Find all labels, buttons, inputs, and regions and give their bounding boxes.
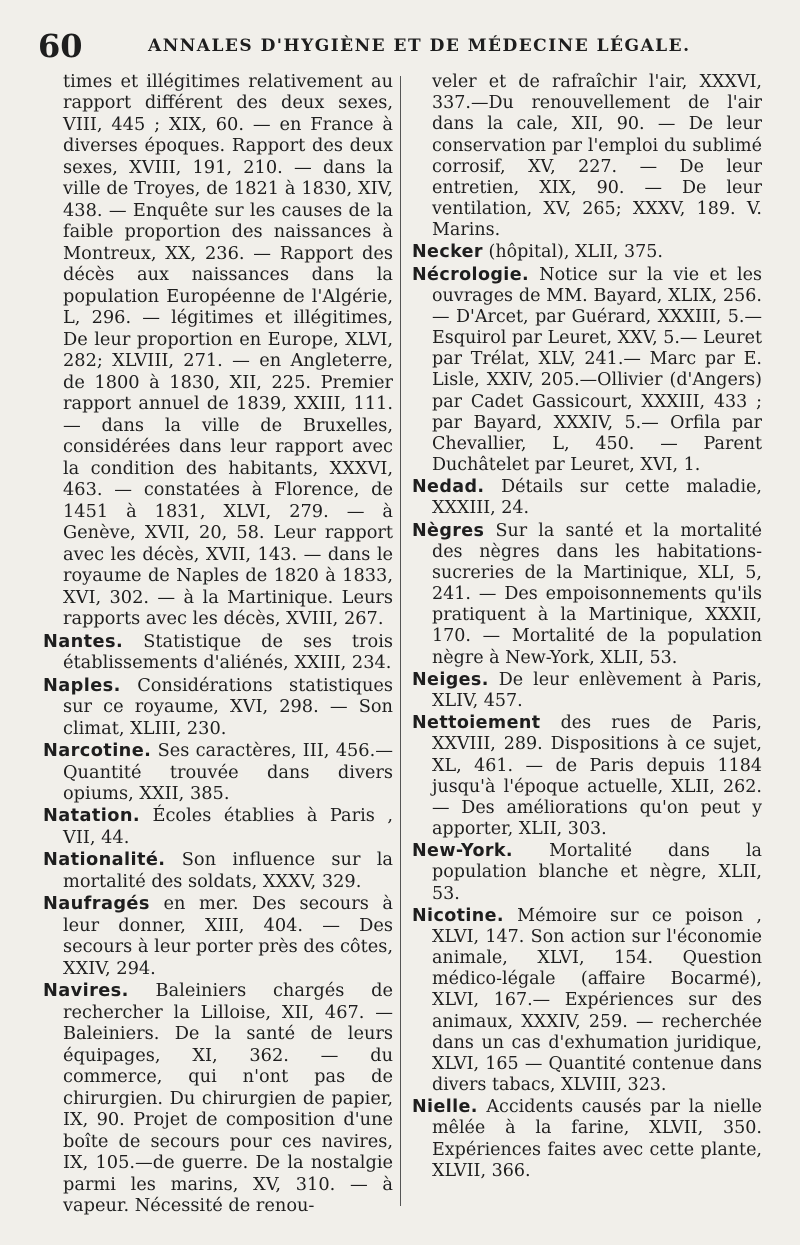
page-number: 60 <box>38 27 83 65</box>
entry-text: De leur enlèvement à Paris, XLIV, 457. <box>432 669 762 711</box>
entry-text: Sur la santé et la mortalité des nègres dans les habitations-sucreries de la Martinique, XLI, 5, 241. — Des empoisonnements qu'ils pratiquent à la Martinique, XXXII, 170. — Mortalité de la population nègre à New-York, XLII, 53. <box>432 520 762 668</box>
entry-text: veler et de rafraîchir l'air, XXXVI, 337.—Du renouvellement de l'air dans la cale, XII, 90. — De leur conservation par l'emploi du sublimé corrosif, XV, 227. — De leur entretien, XIX, 90. — De leur ventilation, XV, 265; XXXV, 189. V. Marins. <box>432 72 762 241</box>
index-entry <box>412 1097 762 1182</box>
index-entry <box>43 850 393 893</box>
right-column <box>412 72 762 1183</box>
index-entry <box>412 72 762 241</box>
entry-headword: Naufragés <box>43 894 150 915</box>
entry-headword: Narcotine. <box>43 741 152 762</box>
entry-text: Écoles établies à Paris , VII, 44. <box>63 806 393 848</box>
index-entry <box>412 670 762 712</box>
left-column <box>43 72 393 1219</box>
entry-text: (hôpital), XLII, 375. <box>488 242 663 263</box>
entry-headword: Nantes. <box>43 631 124 652</box>
entry-text: times et illégitimes relativement au rapport différent des deux sexes, VIII, 445 ; XIX, 60. — en France à diverses époques. Rapport des deux sexes, XVIII, 191, 210. — dans la ville de Troyes, de 1821 à 1830, XIV, 438. — Enquête sur les causes de la faible proportion des naissances à Montreux, XX, 236. — Rapport des décès aux naissances dans la population Européenne de l'Algérie, L, 296. — légitimes et illégitimes, De leur proportion en Europe, XLVI, 282; XLVIII, 271. — en Angleterre, de 1800 à 1830, XII, 225. Premier rapport annuel de 1839, XXIII, 111. — dans la ville de Bruxelles, considérées dans leur rapport avec la condition des habitants, XXXVI, 463. — constatées à Florence, de 1451 à 1831, XLVI, 279. — à Genève, XVII, 20, 58. Leur rapport avec les décès, XVII, 143. — dans le royaume de Naples de 1820 à 1833, XVI, 302. — à la Martinique. Leurs rapports avec les décès, XVIII, 267. <box>63 72 393 630</box>
entry-text: en mer. Des secours à leur donner, XIII, 404. — Des secours à leur porter près des côtes, XXIV, 294. <box>63 894 393 979</box>
entry-headword: New-York. <box>412 841 513 862</box>
entry-text: Mémoire sur ce poison , XLVI, 147. Son action sur l'économie animale, XLVI, 154. Question médico-légale (affaire Bocarmé), XLVI, 167.— Expériences sur des animaux, XXXIV, 259. — recherchée dans un cas d'exhumation juridique, XLVI, 165 — Quantité contenue dans divers tabacs, XLVIII, 323. <box>432 905 762 1096</box>
entry-headword: Nationalité. <box>43 850 166 871</box>
index-entry <box>412 713 762 840</box>
index-entry <box>43 741 393 805</box>
entry-headword: Nettoiement <box>412 713 541 734</box>
entry-headword: Nègres <box>412 520 485 541</box>
entry-text: Ses caractères, III, 456.— Quantité trouvée dans divers opiums, XXII, 385. <box>63 741 393 804</box>
page-header <box>38 28 762 64</box>
index-entry <box>43 632 393 675</box>
entry-headword: Nicotine. <box>412 905 504 926</box>
entry-text: Son influence sur la mortalité des soldats, XXXV, 329. <box>63 850 393 892</box>
entry-text: Détails sur cette maladie, XXXIII, 24. <box>432 477 762 519</box>
index-entry <box>43 72 393 631</box>
column-divider <box>400 76 401 1206</box>
entry-headword: Nielle. <box>412 1097 478 1118</box>
entry-text: Mortalité dans la population blanche et nègre, XLII, 53. <box>432 841 762 904</box>
entry-headword: Nécrologie. <box>412 264 530 285</box>
entry-headword: Neiges. <box>412 669 489 690</box>
index-entry <box>43 894 393 980</box>
entry-headword: Naples. <box>43 675 121 696</box>
entry-text: Baleiniers chargés de rechercher la Lilloise, XII, 467. — Baleiniers. De la santé de leurs équipages, XI, 362. — du commerce, qui n'ont pas de chirurgien. Du chirurgien de papier, IX, 90. Projet de composition d'une boîte de secours pour ces navires, IX, 105.—de guerre. De la nostalgie parmi les marins, XV, 310. — à vapeur. Nécessité de renou- <box>63 981 393 1217</box>
index-entry <box>43 981 393 1217</box>
index-entry <box>412 906 762 1097</box>
entry-text: Accidents causés par la nielle mêlée à la farine, XLVII, 350. Expériences faites avec cette plante, XLVII, 366. <box>432 1097 762 1181</box>
index-entry <box>412 841 762 905</box>
index-entry <box>412 265 762 477</box>
index-entry <box>412 242 762 263</box>
entry-headword: Nedad. <box>412 477 485 498</box>
entry-headword: Navires. <box>43 981 129 1002</box>
running-title: ANNALES D'HYGIÈNE ET DE MÉDECINE LÉGALE. <box>148 36 691 56</box>
index-entry <box>412 521 762 669</box>
entry-headword: Natation. <box>43 806 141 827</box>
index-entry <box>43 676 393 740</box>
entry-text: Statistique de ses trois établissements d'aliénés, XXIII, 234. <box>63 631 393 674</box>
index-entry <box>412 477 762 519</box>
index-entry <box>43 806 393 849</box>
entry-text: Notice sur la vie et les ouvrages de MM. Bayard, XLIX, 256. — D'Arcet, par Guérard, XXXIII, 5.— Esquirol par Leuret, XXV, 5.— Leuret par Trélat, XLV, 241.— Marc par E. Lisle, XXIV, 205.—Ollivier (d'Angers) par Cadet Gassicourt, XXXIII, 433 ; par Bayard, XXXIV, 5.— Orfila par Chevallier, L, 450. — Parent Duchâtelet par Leuret, XVI, 1. <box>432 264 762 476</box>
entry-headword: Necker <box>412 242 483 263</box>
entry-text: des rues de Paris, XXVIII, 289. Dispositions à ce sujet, XL, 461. — de Paris depuis 1184 jusqu'à l'époque actuelle, XLII, 262. — Des améliorations qu'on peut y apporter, XLII, 303. <box>432 713 762 840</box>
entry-text: Considérations statistiques sur ce royaume, XVI, 298. — Son climat, XLIII, 230. <box>63 675 393 739</box>
